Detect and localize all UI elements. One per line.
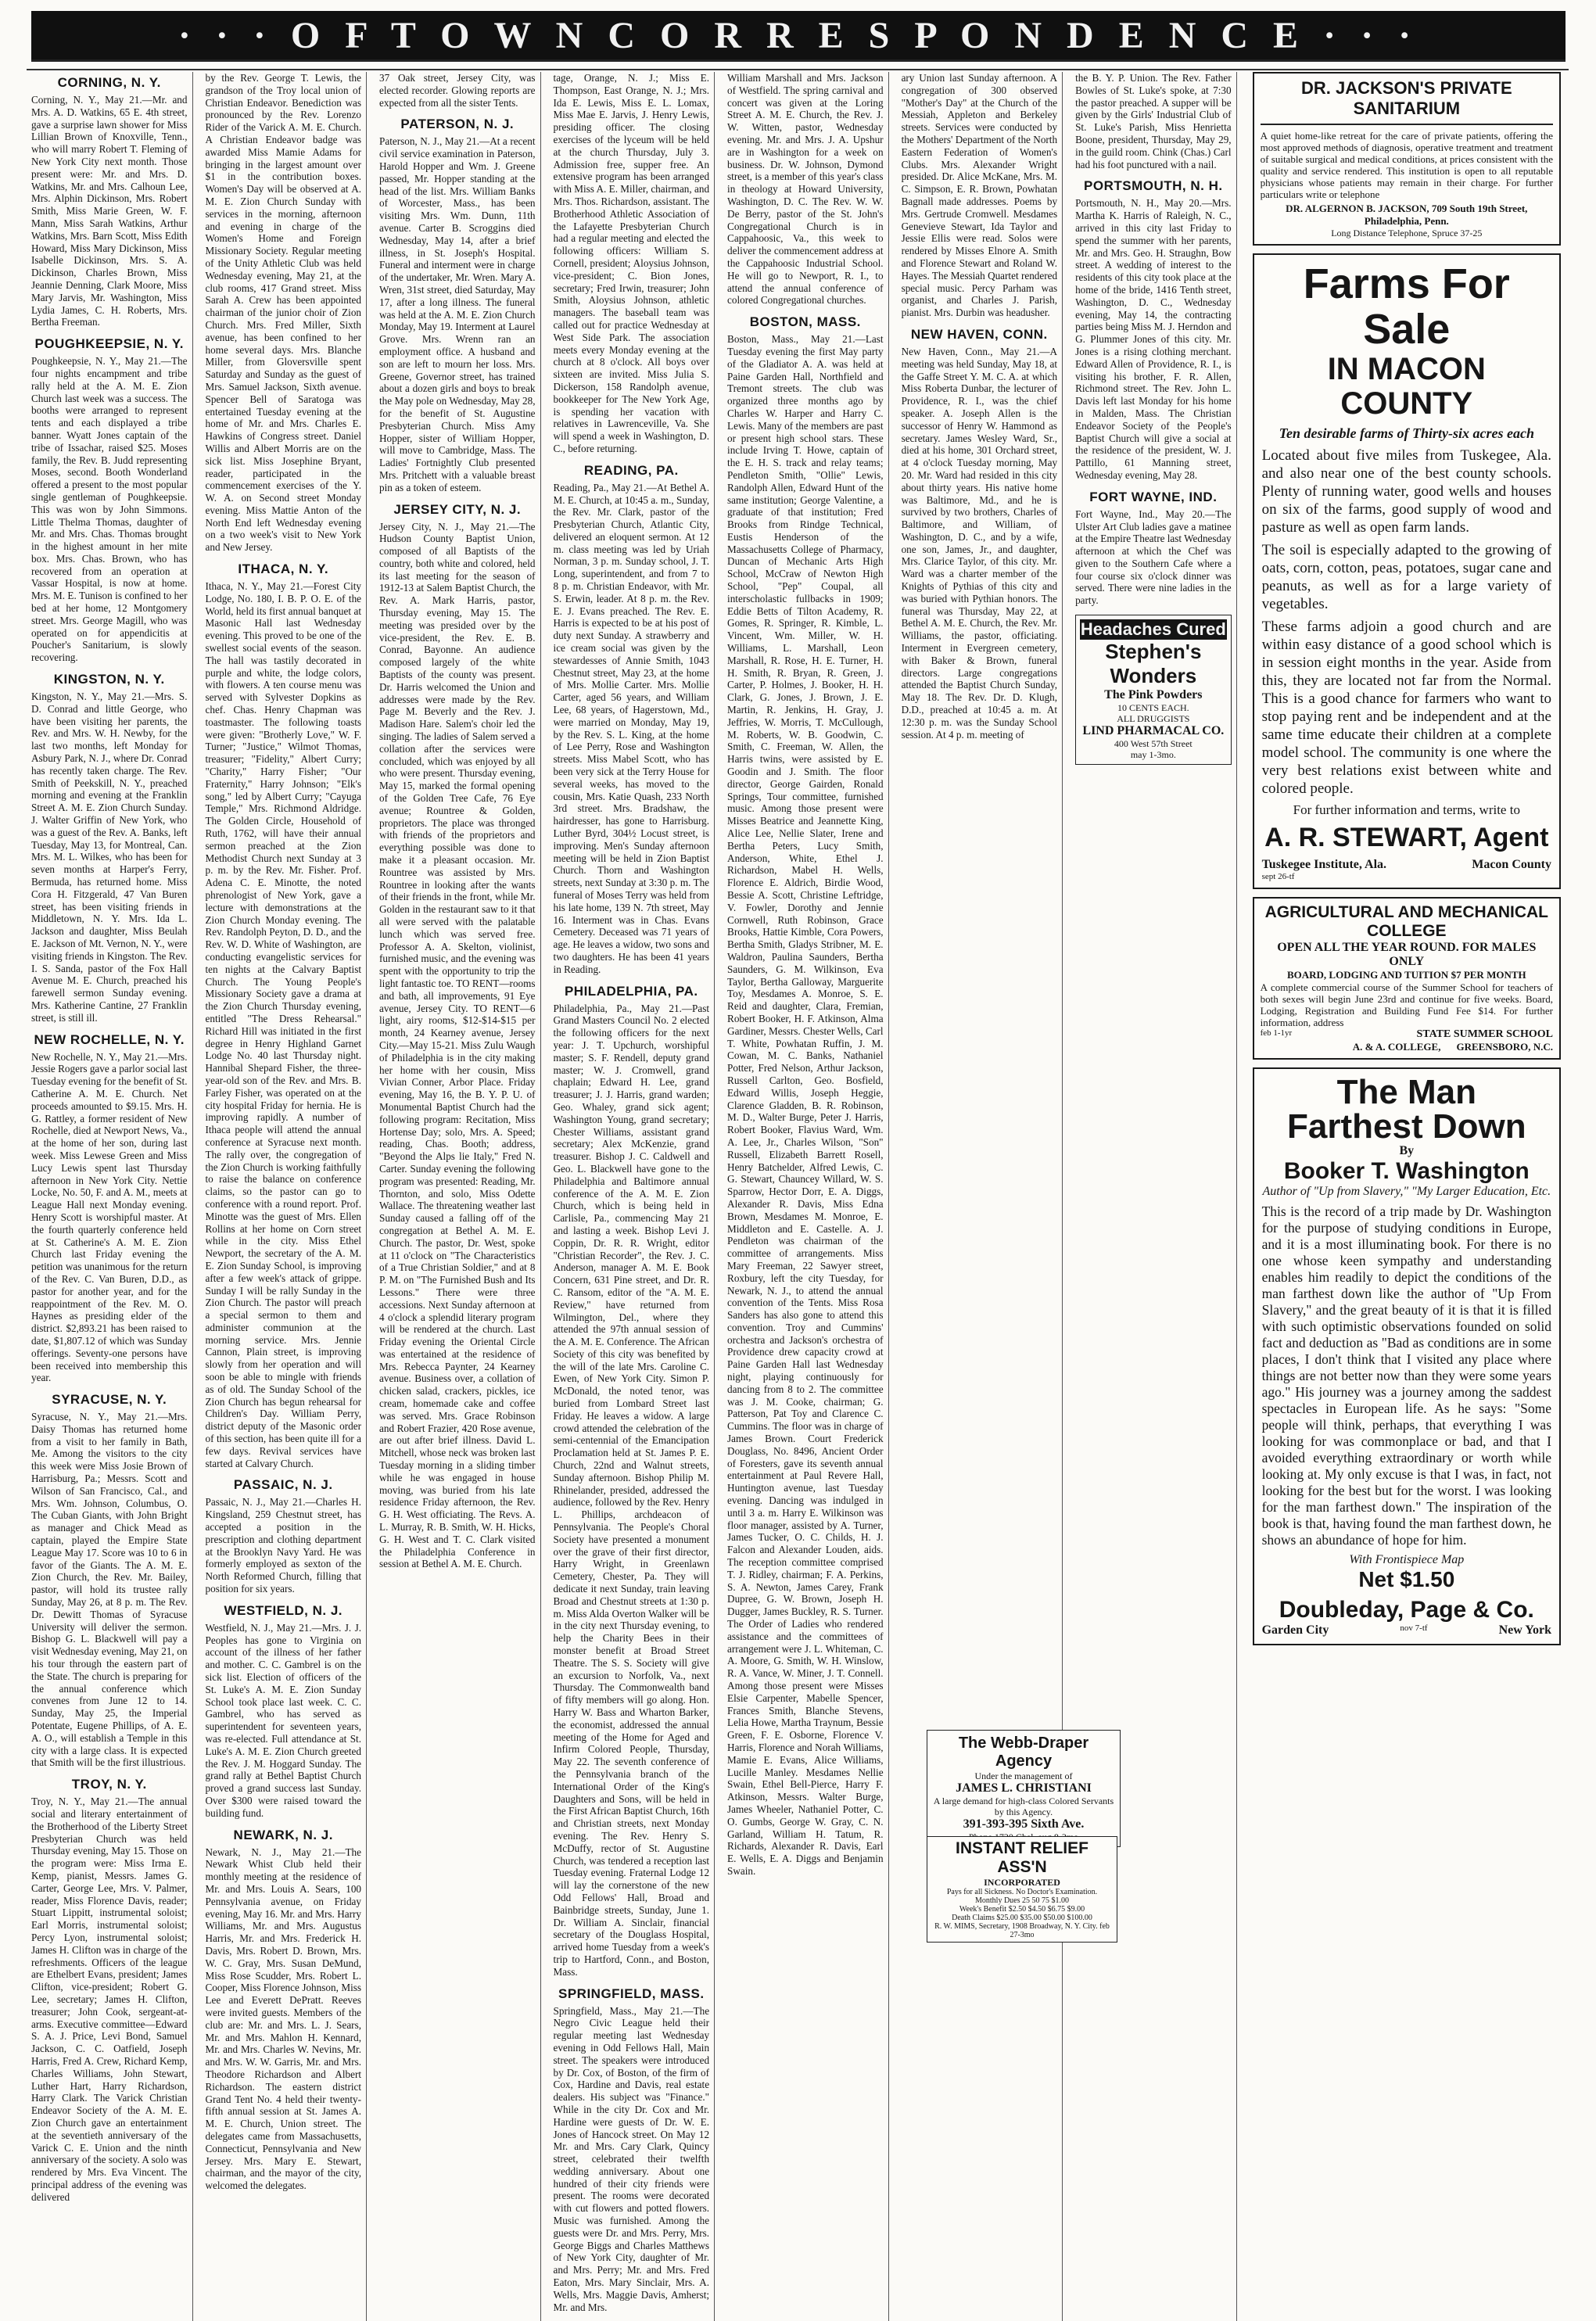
relief-line-3: Monthly Dues 25 50 75 $1.00 — [975, 1896, 1069, 1905]
farms-loc-right: Macon County — [1472, 858, 1551, 871]
article-headline: PHILADELPHIA, PA. — [564, 983, 698, 999]
farms-title: Farms For Sale — [1303, 260, 1510, 353]
webb-line-3: A large demand for high-class Colored Servants by this Agency. — [933, 1795, 1114, 1817]
relief-line-1: INCORPORATED — [984, 1877, 1060, 1888]
article — [1075, 490, 1232, 607]
article — [379, 72, 536, 109]
article-body: Fort Wayne, Ind., May 20.—The Ulster Art Club ladies gave a matinee at the Empire Theatre last Wednesday afternoon at which the Chef was given to the Southern Cafe where a four course six o'clock dinner was served. There were nine ladies in the party. — [1075, 508, 1232, 607]
book-title-1: The Man — [1336, 1073, 1477, 1111]
headache-ad-line8: may 1-3mo. — [1130, 749, 1176, 761]
book-pub-right: New York — [1498, 1623, 1551, 1637]
college-footer-2 — [1261, 1041, 1553, 1053]
instant-relief-ad — [927, 1836, 1117, 1943]
article-body: Boston, Mass., May 21.—Last Tuesday evening the first May party of the Gladiator A. A. was held at Paine Garden Hall, Northfield and Tremont streets. The club was organized three months ago by Charles W. Harper and Harry C. Lewis. Many of the members are past or present high school stars. These include Irving T. Howe, captain of the E. H. S. track and relay teams; Pendleton Smith, "Ollie" Lewis, Randolph Allen, Edward Hunt of the same institution; George Valentine, a graduate of that institution; Fred Brooks from Rindge Technical, Eustis Henderson of the Massachusetts College of Pharmacy, Duncan of Mechanic Arts High School, McCraw of Newton High School, "Pep" Coupal, all interscholastic fullbacks in 1909; Eddie Betts of Tilton Academy, R. Gomes, R. Springer, R. Kimble, L. Vincent, Wm. Miller, W. H. Williams, L. Marshall, Leon Marshall, R. Rose, H. E. Turner, H. H. Smith, R. Bryan, R. Green, J. Carter, P. Holmes, J. Booker, H. H. Clark, G. Jones, J. Brown, J. E. Martin, R. Jenkins, H. Gray, J. Jeffries, W. Morris, T. McCullough, M. Roberts, W. B. Goodwin, C. Smith, C. Freeman, W. Allen, the Harris twins, were assisted by E. Goodin and J. Smith. The floor director, George Gairden, Ronald Springs, Tour committee, furnished music. Among those present were Misses Beatrice and Jeannette King, Alice Lee, Nellie Slater, Irene and Bertha Peters, Lucy Smith, Anderson, White, Ethel J. Richardson, Mabel H. Wells, Florence E. Aldrich, Birdie Wood, Bessie A. Scott, Christine Leftridge, V. Fowler, Dorothy and Jennie Cornwell, Ruth Robinson, Grace Brooks, Hattie Kimble, Cora Powers, Bertha Smith, Gladys Stribner, M. E. Waldron, Paulina Saunders, Bertha Saunders, G. M. Wilkinson, Eva Taylor, Bertha Galloway, Marguerite Toy, Mesdames A. Monroe, S. E. Reid and daughter, Clara, Fremian, Robert Booker, H. F. Atkinson, Alma Gardiner, Messrs. Chester Wells, Carl T. White, Powhatan Ruffin, J. M. Cowan, M. C. Banks, Nathaniel Potter, Fred Nelson, Arthur Jackson, Russell Carlton, Geo. Bosfield, Edward Willis, Joseph Heggie, Clarence Gladden, B. R. Robinson, M. D., Walter Burge, Peter J. Harris, Robert Booker, Flavius Ward, Wm. A. Lee, Jr., Charles Wilson, "Son" Russell, Elizabeth Barrett Rosell, Henry Batchelder, Alfred Lewis, C. G. Stewart, Chauncey Willard, W. S. Sparrow, Hector Dorr, E. A. Diggs, Alexander R. Davis, Miss Edna Brown, Mesdames M. Monroe, E. Middleton and E. Castelle. A. J. Pendleton was chairman of the committee of arrangements. Miss Mary Freeman, 22 Sawyer street, Roxbury, left the city Tuesday, for Newark, N. J., to attend the annual convention of the Tents. Miss Rosa Sanders has also gone to attend this convention. Troy and Cummins' orchestra and Jackson's orchestra of Providence drew capacity crowd at Paine Garden Hall last Wednesday night, playing continuously for dancing from 8 to 2. The committee was J. M. Cooke, chairman; G. Patterson, Pat Toy and Clarence C. Cummins. The floor was in charge of James Brown. Court Frederick Douglass, No. 8496, Ancient Order of Foresters, gave its seventh annual entertainment at Paul Revere Hall, Huntington avenue, last Tuesday evening. Dancing was indulged in until 3 a. m. Harry E. Wilkinson was floor manager, assisted by A. Turner, James Tucker, O. C. Childs, H. J. Falcon and Alexander Louden, aids. The reception committee comprised T. J. Ridley, chairman; F. A. Perkins, S. A. Newton, James Carey, Frank Dupree, G. W. Brown, Joseph H. Dugger, James Buckley, R. S. Turner. The Order of Ladies who rendered assistance and the committees of arrangement were J. L. Whiteman, C. A. Moore, G. Smith, W. H. Winslow, R. A. Vance, W. Miner, J. T. Connell. Among those present were Misses Elsie Carpenter, Mabelle Spencer, Frances Smith, Blanche Stevens, Lelia Howe, Martha Traynum, Bessie Green, F. E. Osborne, Florence V. Harris, Florence and Norah Williams, Mamie E. Evans, Alice Williams, Lucille Manley. Mesdames Nellie Swain, Ethel Bell-Pierce, Harry F. Atkinson, Messrs. Walter Burge, James Wheeler, Nathaniel Potter, C. O. Gumbs, George W. Gray, C. N. Garland, William H. Tatum, R. Richards, Alexander R. Davis, Earl E. Wells, E. A. Diggs and Benjamin Swain. — [727, 333, 884, 1877]
article-body: Paterson, N. J., May 21.—At a recent civil service examination in Paterson, Harold Hopper and Wm. J. Greene passed, Mr. Hopper standing at the head of the list. Mrs. William Banks of Worcester, Mass., has been visiting Mrs. Wm. Dunn, 11th avenue. Carter B. Scroggins died Wednesday, May 14, after a brief illness, in St. Joseph's Hospital. Funeral and interment were in charge of the undertaker, Mr. Wren. Mary A. Wren, 31st street, died Saturday, May 17, after a long illness. The funeral was held at the A. M. E. Zion Church Monday, May 19. Interment at Laurel Grove. Mrs. Wrenn ran an employment office. A husband and son are left to mourn her loss. Mrs. Greene, Governor street, has trained about a dozen girls and boys to break the May pole on Wednesday, May 28, for the benefit of St. Augustine Presbyterian Church. Miss Amy Hopper, sister of William Hopper, will move to Cambridge, Mass. The Ladies' Fortnightly Club presented Mrs. Pritchett with a valuable breast pin as a token of esteem. — [379, 135, 536, 493]
article — [206, 1603, 362, 1820]
article-body: the B. Y. P. Union. The Rev. Father Bowles of St. Luke's spoke, at 7:30 the pastor preached. A supper will be given by the Girls' Industrial Club of St. Luke's Parish, Miss Henrietta Boone, president, Thursday, May 29, in the guild room. Chink (Chas.) Carl had his foot punctured with a nail. — [1075, 72, 1232, 170]
article-headline: JERSEY CITY, N. J. — [393, 501, 522, 517]
article — [31, 1777, 188, 2203]
article-body: New Haven, Conn., May 21.—A meeting was held Sunday, May 18, at the Gaffe Street Y. M. C. A. at which Miss Roberta Dunbar, the lecturer of Providence, R. I., was the chief speaker. A. Joseph Allen is the successor of Henry W. Hammond as secretary. James Wesley Ward, Sr., died at his home, 301 Orchard street, at 4 o'clock Tuesday morning, May 20. Mr. Ward had resided in this city about thirty years. His native home was Baltimore, Md., and he is survived by two brothers, Charles of Baltimore, and William, of Washington, D. C., and by a wife, one son, James, Jr., and daughter, Mrs. Clarice Taylor, of this city. Mr. Ward was a charter member of the Knights of Pythias of this city and was buried with Pythian honors. The funeral was Thursday, May 22, at Bethel A. M. E. Church, the Rev. Mr. Williams, the pastor, officiating. Interment in Evergreen cemetery, with Baker & Brown, funeral directors. Large congregations attended the Baptist Church Sunday, May 18. The Rev. Dr. D. Klugh, D.D., preached at 10:45 a. m. At 12:30 p. m. was the Sunday School session. At 4 p. m. meeting of — [901, 345, 1058, 741]
article-body: Corning, N. Y., May 21.—Mr. and Mrs. A. D. Watkins, 65 E. 4th street, gave a surprise lawn shower for Miss Lillian Brown of Knoxville, Tenn., who will marry Robert T. Fleming of New York City next month. Those present were: Mr. and Mrs. D. Watkins, Mr. and Mrs. Calhoun Lee, Mrs. Alphin Dickinson, Mrs. Robert Smith, Miss Marie Green, W. F. Mann, Miss Sarah Watkins, Arthur Watkins, Mrs. Barn Scott, Miss Edith Howard, Miss Mary Dickinson, Miss Isabelle Dickinson, Mrs. S. A. Dickinson, Charles Brown, Miss Jeannie Denning, Clark Moore, Miss Mary Jarvis, Mr. Washington, Miss Lydia James, C. H. Roberts, Mrs. Bertha Freeman. — [31, 94, 188, 328]
article-headline: WESTFIELD, N. J. — [224, 1602, 343, 1618]
farms-subtitle: Ten desirable farms of Thirty-six acres each — [1279, 425, 1534, 441]
relief-line-6: R. W. MIMS, Secretary, 1908 Broadway, N. Y. City. feb 27-3mo — [934, 1922, 1110, 1939]
article-headline: SPRINGFIELD, MASS. — [558, 1986, 705, 2001]
article-headline: READING, PA. — [583, 462, 679, 478]
book-map: With Frontispiece Map — [1349, 1553, 1465, 1566]
college-school: STATE SUMMER SCHOOL — [1416, 1028, 1553, 1040]
column-4 — [549, 72, 716, 2321]
farms-loc-left: Tuskegee Institute, Ala. — [1261, 858, 1387, 871]
webb-title: The Webb-Draper Agency — [958, 1734, 1089, 1770]
article-body: Portsmouth, N. H., May 20.—Mrs. Martha K. Harris of Raleigh, N. C., arrived in this city last Friday to spend the summer with her parents, Mr. and Mrs. Geo. H. Straughn, Bow street. A wedding of interest to the residents of this city took place at the home of the bride, 1416 Tenth street, Washington, D. C., Wednesday evening, May 14, the contracting parties being Miss M. J. Herndon and G. Plummer Jones of this city. Mr. Jones is a rising clothing merchant. Edward Allen of Providence, R. I., is visiting his brother, F. R. Allen, Richmond street. The Rev. John L. Davis left last Monday for his home in Malden, Mass. The Christian Endeavor Society of the People's Baptist Church will give a social at the residence of the president, W. J. Pattillo, 61 Manning street, Wednesday evening, May 28. — [1075, 197, 1232, 481]
article — [902, 72, 1058, 319]
article-headline: NEW ROCHELLE, N. Y. — [34, 1031, 185, 1047]
article-body: Newark, N. J., May 21.—The Newark Whist Club held their monthly meeting at the residence of Mr. and Mrs. Louis A. Sears, 100 Pennsylvania avenue, on Friday evening, May 16. Mr. and Mrs. Harry Williams, Mr. and Mrs. Augustus Harris, Mr. and Mrs. Frederick H. Davis, Mrs. Robert D. Brown, Mrs. W. C. Gray, Mrs. Susan DeMund, Miss Rose Scudder, Mrs. Robert L. Cooper, Miss Florence Johnson, Miss Lee and Everett DePratt. Reeves were invited guests. Members of the club are: Mr. and Mrs. L. J. Sears, Mr. and Mrs. Mahlon H. Kennard, Mr. and Mrs. Charles W. Nevins, Mr. and Mrs. W. W. Garris, Mr. and Mrs. Theodore Richardson and Albert Richardson. The eastern district Grand Tent No. 4 held their twenty-fifth annual session at St. James A. M. E. Church, Union street. The delegates came from Massachusetts, Connecticut, Pennsylvania and New Jersey. Mrs. Mary E. Stewart, chairman, and the mayor of the city, welcomed the delegates. — [205, 1846, 362, 2192]
article-body: ary Union last Sunday afternoon. A congregation of 300 observed "Mother's Day" at the Church of the Messiah, Appleton and Berkeley streets. Services were conducted by the Mothers' Department of the North Eastern Federation of Women's Clubs. Mrs. Alexander Wright presided. Dr. Alice McKane, Mrs. M. C. Simpson, E. R. Brown, Powhatan Bagnall made addresses. Poems by Mrs. Gertrude Cromwell. Mesdames Genevieve Stewart, Ida Taylor and Jessie Ellis were read. Solos were rendered by Misses Elnore A. Smith and Florence Stewart and Roland W. Hayes. The Messiah Quartet rendered special music. Percy Parham was organist, and Charles J. Parish, pianist. Mrs. Durbin was headusher. — [901, 72, 1058, 319]
article-headline: CORNING, N. Y. — [57, 75, 161, 90]
relief-line-2: Pays for all Sickness. No Doctor's Examination. — [946, 1888, 1098, 1896]
article-body: Springfield, Mass., May 21.—The Negro Civic League held their regular meeting last Wednesday evening in Odd Fellows Hall, Main street. The speakers were introduced by Dr. Cox, of Boston, of the firm of Cox, Hardine and Davis, real estate dealers. His subject was "Finance." While in the city Dr. Cox and Mr. Hardine were guests of Dr. W. E. Jones of Hancock street. On May 12 Mr. and Mrs. Cary Clark, Quincy street, celebrated their twelfth wedding anniversary. About one hundred of their city friends were present. The rooms were decorated with cut flowers and potted flowers. Music was furnished. Among the guests were Dr. and Mrs. Perry, Mrs. George Biggs and Charles Matthews of New York City, daughter of Mr. and Mrs. Perry; Mr. and Mrs. Fred Eaton, Mrs. Mary Sinclair, Mrs. A. Wells, Mrs. Maggie Davis, Amherst; Mr. and Mrs. — [553, 2004, 710, 2313]
book-price: Net $1.50 — [1358, 1567, 1455, 1591]
relief-title: INSTANT RELIEF ASS'N — [956, 1839, 1089, 1876]
farms-location-row — [1262, 858, 1551, 872]
sanitarium-body: A quiet home-like retreat for the care of private patients, offering the most approved methods of diagnosis, operative treatment and treatment of suitable surgical and medical conditions, at prices consistent with the quality and service rendered. This institution is open to all reputable physicians whose patients may remain in their charge. For further particulars write or telephone — [1260, 130, 1553, 200]
article-body: 37 Oak street, Jersey City, was elected recorder. Glowing reports are expected from all the sister Tents. — [379, 72, 536, 109]
article-headline: KINGSTON, N. Y. — [53, 672, 165, 687]
article-headline: PATERSON, N. J. — [400, 117, 515, 132]
webb-line-4: 391-393-395 Sixth Ave. — [963, 1817, 1085, 1831]
article — [554, 1986, 710, 2314]
article — [206, 561, 362, 1469]
farms-ad — [1253, 253, 1561, 889]
farms-footer: For further information and terms, write to — [1293, 802, 1520, 817]
column-3 — [375, 72, 541, 2321]
article-headline: ITHACA, N. Y. — [238, 561, 329, 577]
book-title-2: Farthest Down — [1287, 1107, 1526, 1146]
article-headline: PORTSMOUTH, N. H. — [1084, 178, 1223, 194]
article — [1075, 178, 1232, 481]
article — [206, 72, 362, 554]
masthead-banner: · · · O F T O W N C O R R E S P O N D E N C E · · · — [31, 11, 1566, 62]
column-6 — [897, 72, 1063, 2321]
article-headline: POUGHKEEPSIE, N. Y. — [34, 336, 185, 352]
college-title: AGRICULTURAL AND MECHANICAL COLLEGE — [1264, 903, 1548, 940]
article — [727, 72, 884, 307]
headache-ad-line4: 10 CENTS EACH. — [1117, 702, 1189, 714]
article-body: Westfield, N. J., May 21.—Mrs. J. J. Peoples has gone to Virginia on account of the illness of her father and mother. C. C. Gambrel is on the sick list. Election of officers of the St. Luke's A. M. E. Zion Sunday School took place last week. C. C. Gambrel, who has served as superintendent for seventeen years, was re-elected. Full attendance at St. Luke's A. M. E. Zion Church greeted the Rev. J. M. Hoggard Sunday. The grand rally at Bethel Baptist Church proved a grand success last Sunday. Over $300 were raised toward the building fund. — [205, 1621, 362, 1819]
webb-line-2: JAMES L. CHRISTIANI — [956, 1781, 1092, 1795]
article-body: by the Rev. George T. Lewis, the grandson of the Troy local union of Christian Endeavor. Benediction was pronounced by the Rev. Lorenzo Rider of the Varick A. M. E. Church. A Christian Endeavor badge was awarded Miss Mamie Adams for bringing in the largest amount over $1 in the contribution boxes. Women's Day will be observed at A. M. E. Zion Church Sunday with services in the morning, afternoon and evening in charge of the Women's Home and Foreign Missionary Society. Regular meeting of the Unity Athletic Club was held Wednesday evening, May 21, at the club rooms, 417 Grand street. Miss Sarah A. Crew has been appointed chairman of the junior choir of Zion Church. Mrs. Fred Miller, Sixth avenue, has been confined to her home several days. Mrs. Blanche Miller, from Gloversville spent Saturday and Sunday as the guest of Mrs. Samuel Jackson, Sixth avenue. Spencer Bell of Saratoga was entertained Tuesday evening at the home of Mr. and Mrs. Charles E. Hawkins of Congress street. Daniel Willis and Albert Morris are on the sick list. Miss Josephine Bryant, reader, participated in the commencement exercises of the Y. W. A. on Second street Monday evening. Miss Mattie Anton of the North End left Wednesday evening on a two week's visit to New York and New Jersey. — [205, 72, 362, 554]
column-1 — [27, 72, 193, 2321]
article — [902, 327, 1058, 741]
column-2 — [201, 72, 368, 2321]
sanitarium-ad — [1253, 72, 1561, 246]
webb-draper-ad — [927, 1730, 1121, 1847]
article-body: Jersey City, N. J., May 21.—The Hudson County Baptist Union, composed of all Baptists of the country, both white and colored, held its last meeting for the season of 1912-13 at Salem Baptist Church, the Rev. A. Mark Harris, pastor, Thursday evening, May 15. The meeting was presided over by the vice-president, the Rev. E. B. Conrad, Bayonne. An audience composed largely of the white Baptists of the county was present. Dr. Harris welcomed the Union and addresses were made by the Rev. Page M. Beverly and the Rev. J. Madison Hare. Salem's choir led the singing. The ladies of Salem served a collation after the services were concluded, which was enjoyed by all who were present. Thursday evening, May 15, marked the formal opening of the Golden Tree Cafe, 76 Eye avenue; Rountree & Golden, proprietors. The place was thronged with friends of the proprietors and everything possible was done to make it a pleasant occasion. Mr. Rountree was assisted by Mrs. Rountree in looking after the wants of their friends in the front, while Mr. Golden in the restaurant saw to it that all were served with the palatable lunch which was served free. Professor A. A. Skelton, violinist, furnished music, and the evening was spent with the opportunity to trip the light fantastic toe. TO RENT—rooms and bath, all improvements, 91 Eye avenue, Jersey City. TO RENT—6 light, airy rooms, $12-$14-$15 per month, 24 Kearney avenue, Jersey City.—May 15-21. Miss Zulu Waugh of Philadelphia is in the city making her home with her cousin, Miss Vivian Conner, Arbor Place. Friday evening, May 16, the B. Y. P. U. of Monumental Baptist Church had the following program: Recitation, Miss Hortense Day; solo, Mrs. A. Speed; reading, Chas. Booth; address, "Beyond the Alps lie Italy," Fred N. Carter. Sunday evening the following program was presented: Reading, Mr. Thornton, and solo, Miss Odette Wallace. The threatening weather last Sunday caused a falling off of the congregation at Bethel A. M. E. Church. The pastor, Dr. West, spoke at 11 o'clock on "The Characteristics of a True Christian Soldier," and at 8 P. M. on "The Furnished Bush and Its Lessons." There were three accessions. Next Sunday afternoon at 4 o'clock a splendid literary program will be rendered at the church. Last Friday evening the Oriental Circle was entertained at the residence of Mrs. Rebecca Paynter, 24 Kearney avenue. Business over, a collation of chicken salad, crackers, pickles, ice cream, homemade cake and coffee was served. Mrs. Grace Robinson and Robert Frazier, 420 Rose avenue, are out after brief illness. David L. Mitchell, whose neck was broken last Tuesday morning in a sliding timber while he was engaged in house moving, was buried from his late residence Friday afternoon, the Rev. G. H. West officiating. The Revs. A. L. Murray, R. B. Smith, W. H. Hicks, G. H. West and T. C. Clark visited the Philadelphia Conference in session at Bethel A. M. E. Church. — [379, 520, 536, 1570]
article-body: Ithaca, N. Y., May 21.—Forest City Lodge, No. 180, I. B. P. O. E. of the World, held its first annual banquet at Masonic Hall last Wednesday evening. This proved to be one of the swellest social events of the season. The hall was tastily decorated in purple and white, the lodge colors, with flowers. A ten course menu was served with Sylvester Dopkins as chef. Chas. Henry Chapman was toastmaster. The following toasts were given: "Brotherly Love," W. F. Turner; "Justice," Wilmot Thomas, treasurer; "Fidelity," Albert Curry; "Charity," Harry Fisher; "Our Fraternity," Harry Johnson; "Elk's song," led by Albert Curry; "Cayuga Temple," Mrs. Richmond Aldridge. The Golden Circle, Household of Ruth, 1762, will have their annual sermon preached at the Zion Methodist Church next Sunday at 3 p. m. by the Rev. Mr. Fisher. Prof. Adena C. E. Minotte, the noted phrenologist of New York, gave a lecture with demonstrations at the Zion Church Monday evening. The Rev. Randolph Peyton, D. D., and the Rev. W. D. White of Washington, are conducting evangelistic services for ten nights at the Calvary Baptist Church. The Young People's Missionary Society gave a drama at the Zion Church Thursday evening, entitled "The Dress Rehearsal." Richard Hill was initiated in the first degree in Henry Highland Garnet Lodge No. 40 last Thursday night. Hannibal Shepard Fisher, the three-year-old son of the Rev. and Mrs. B. Farley Fisher, was operated on at the city hospital Friday for hernia. He is improving rapidly. A number of Ithaca people will attend the annual conference at Syracuse next month. The rally over, the congregation of the Zion Church is working faithfully to raise the balance on conference claims, so the pastor can go to conference with a round report. Prof. Minotte was the guest of Mrs. Ellen Rollins at her home on Corn street while in the city. Miss Ethel Newport, the secretary of the A. M. E. Zion Sunday School, is improving after a few week's attack of grippe. Sunday I will be rally Sunday in the Zion Church. The pastor will preach a special sermon to them and administer communion at the morning service. Mrs. Jennie Cannon, Plain street, is improving slowly from her operation and will soon be able to mingle with friends as of old. The Sunday School of the Zion Church has begun rehearsal for Children's Day. William Perry, district deputy of the Masonic order of this section, has been quite ill for a few days. Revival services have started at Calvary Church. — [205, 580, 362, 1469]
article-headline: NEWARK, N. J. — [233, 1827, 333, 1842]
college-line-2: BOARD, LODGING AND TUITION $7 PER MONTH — [1286, 969, 1526, 981]
headache-ad-line5: ALL DRUGGISTS — [1117, 713, 1190, 725]
college-city: GREENSBORO, N.C. — [1456, 1041, 1553, 1053]
article — [206, 1477, 362, 1595]
college-line-1: OPEN ALL THE YEAR ROUND. FOR MALES ONLY — [1277, 941, 1537, 968]
article-headline: SYRACUSE, N. Y. — [52, 1392, 167, 1408]
article-body: Troy, N. Y., May 21.—The annual social and literary entertainment of the Brotherhood of the Liberty Street Presbyterian Church was held Thursday evening, May 15. Those on the program were: Miss Irma E. Kemp, pianist, Messrs. James G. Carter, George Lee, Mrs. V. Palmer, reader, Miss Florence Davis, reader; Stuart Lippitt, instrumental soloist; Earl Morris, instrumental soloist; Percy Lyon, instrumental soloist; James H. Clifton was in charge of the refreshments. Officers of the league are Ethelbert Evans, president; James Clifton, vice-president; Robert G. Lee, secretary; James H. Clifton, treasurer; John Cook, sergeant-at-arms. Executive committee—Edward S. A. J. Price, Levi Bond, Samuel Jackson, C. C. Oatfield, Joseph Harris, Fred A. Crew, Richard Kemp, Charles Williams, John Stewart, Luther Hart, Harry Richardson, Harry Clark. The Varick Christian Endeavor Society of the A. M. E. Zion Church gave an entertainment at the seventieth anniversary of the Varick C. E. Union and the ninth anniversary of the society. A solo was rendered by Mrs. Eva Vincent. The principal address of the evening was delivered — [31, 1795, 188, 2203]
column-ads — [1245, 72, 1569, 2321]
article — [554, 463, 710, 976]
article-body: tage, Orange, N. J.; Miss E. Thompson, East Orange, N. J.; Mrs. Ida E. Lewis, Miss E. L. Lomax, Miss Mae E. Jarvis, J. Henry Lewis, presiding officer. The closing exercises of the lyceum will be held at the church Thursday, July 3. Admission free, supper free. An extensive program has been arranged with Miss A. E. Miller, chairman, and Mrs. Thos. Richardson, assistant. The Brotherhood Athletic Association of the Lafayette Presbyterian Church had a regular meeting and elected the following officers: William S. Cornell, president; Aloysius Johnson, vice-president; C. Bion Jones, secretary; Fred Irwin, treasurer; John Smith, Aloysius Johnson, athletic managers. The baseball team was called out for practice Wednesday at West Side Park. The association meets every Monday evening at the church at 8 o'clock. All boys over sixteen are invited. Miss Julia S. Dickerson, 158 Randolph avenue, bookkeeper for The New York Age, is spending her vacation with relatives in Lawrenceville, Va. She will spend a week in Washington, D. C., before returning. — [553, 72, 710, 454]
farms-date: sept 26-tf — [1261, 872, 1295, 881]
book-ad — [1253, 1067, 1561, 1645]
headache-ad-line1: Headaches Cured — [1080, 619, 1226, 640]
article — [31, 1032, 188, 1385]
book-by: By — [1399, 1144, 1415, 1157]
column-5 — [723, 72, 889, 2321]
article-body: Poughkeepsie, N. Y., May 21.—The four nights encampment and tribe rally held at the A. M. E. Zion Church last week was a success. The booths were arranged to represent tents and each displayed a tribe banner. Wyatt Jones captain of the tribe of Issachar, raised $25. Moses family, the Rev. B. Judd representing Moses, second. Booth Wonderland offered a present to the most popular single gentleman of Poughkeepsie. This was won by John Simmons. Little Thelma Thomas, daughter of Mr. and Mrs. Chas. Thomas brought in the highest amount in her mite box. Mrs. Chas. Brown, who has recovered from an operation at Vassar Hospital, is now at home. Mrs. M. E. Tunison is confined to her bed at her home, 12 Montgomery street. Mrs. George Magill, who was operated on for appendicitis at Poucher's Sanitarium, is slowly recovering. — [31, 355, 188, 664]
college-footer — [1261, 1028, 1553, 1041]
article-body: Passaic, N. J., May 21.—Charles H. Kingsland, 259 Chestnut street, has accepted a position in the prescription and clothing department at the Brooklyn Navy Yard. He was formerly employed as sexton of the North Reformed Church, filling that position for six years. — [205, 1496, 362, 1595]
article-body: Syracuse, N. Y., May 21.—Mrs. Daisy Thomas has returned home from a visit to her family in Bath, Me. Among the visitors to the city this week were Miss Josie Brown of Harrisburg, Pa.; Messrs. Scott and Wilson of San Francisco, Cal., and Mrs. Wm. Johnson, Columbus, O. The Cuban Giants, with John Bright as manager and Chick Mead as captain, played the Empire State League May 17. Score was 10 to 6 in favor of the Giants. The A. M. E. Zion Church, the Rev. Mr. Bailey, pastor, will hold its trustee rally Sunday, May 26, at 8 p. m. The Rev. Dr. Dewitt Thomas of Syracuse University will deliver the sermon. Bishop G. L. Blackwell will pay a visit Wednesday evening, May 21, on his tour through the eastern part of the State. The church is preparing for the annual conference which convenes from June 12 to 14. Sunday, May 25, the Imperial Potentate, Eugene Phillips, of A. E. A. O., will establish a Temple in this city with a large class. It is expected that Smith will be the first illustrious. — [31, 1411, 188, 1769]
sanitarium-phone: Long Distance Telephone, Spruce 37-25 — [1331, 228, 1483, 239]
headache-ad — [1075, 615, 1232, 765]
article-body: Kingston, N. Y., May 21.—Mrs. S. D. Conrad and little George, who have been visiting her parents, the Rev. and Mrs. W. H. Newby, for the last two months, left Monday for Asbury Park, N. J., where Dr. Conrad has recently taken charge. The Rev. Smith of Peekskill, N. Y., preached morning and evening at the Franklin Street A. M. E. Zion Church Sunday. J. Walter Griffin of New York, who was a guest of the Rev. A. Banks, left Tuesday, May 13, for Montreal, Can. Mrs. M. L. Wilkes, who has been for seven months at Harper's Ferry, Bermuda, has returned home. Miss Cora H. Fitzgerald, 47 Van Buren street, has been visiting friends in Middletown, N. Y. Mrs. Ida L. Jackson and daughter, Miss Beulah E. Jackson of Mt. Vernon, N. Y., were visiting friends in Kingston. The Rev. I. S. Sanda, pastor of the Fox Hall Avenue M. E. Church, preached his farewell sermon Sunday evening. Mrs. Katherine Cantine, 27 Franklin street, is still ill. — [31, 691, 188, 1024]
book-publisher: Doubleday, Page & Co. — [1279, 1597, 1534, 1623]
college-date: feb 1-1yr — [1260, 1028, 1293, 1038]
farms-body-2: The soil is especially adapted to the growing of oats, corn, cotton, peas, potatoes, sugar cane and peanuts, as well as for a large variety of vegetables. — [1261, 542, 1551, 612]
webb-line-1: Under the management of — [974, 1770, 1073, 1781]
sanitarium-title: DR. JACKSON'S PRIVATE SANITARIUM — [1300, 78, 1512, 118]
college-name: A. & A. COLLEGE, — [1352, 1041, 1441, 1053]
college-ad — [1253, 897, 1561, 1060]
article-headline: TROY, N. Y. — [71, 1777, 147, 1792]
article-headline: PASSAIC, N. J. — [233, 1477, 333, 1493]
book-author: Booker T. Washington — [1283, 1158, 1530, 1184]
farms-body-3: These farms adjoin a good church and are within easy distance of a good school which is in session eight months in the year. Aside from this, they are located not far from the Normal. This is a good chance for farmers who want to stop paying rent and be independent and at the same time educate their children at a complete model school. The community is one where the very best relations exist between white and colored people. — [1261, 619, 1551, 797]
article-headline: FORT WAYNE, IND. — [1089, 489, 1218, 504]
article — [206, 1828, 362, 2192]
article-body: Philadelphia, Pa., May 21.—Past Grand Masters Council No. 2 elected the following officers for the next year: J. T. Upchurch, worshipful master; S. F. Rendell, deputy grand master; W. J. Cromwell, grand chaplain; Edward H. Lee, grand treasurer; J. J. Harris, grand warden; Geo. Whaley, grand sick agent; Washington Young, grand secretary; Chester Williams, assistant grand secretary; Alex McKenzie, grand treasurer. Bishop J. C. Caldwell and Geo. L. Blackwell have gone to the Philadelphia and Baltimore annual conference of the A. M. E. Zion Church, which is being held in Carlisle, Pa., commencing May 21 and lasting a week. Bishop Levi J. Coppin, Dr. R. R. Wright, editor "Christian Recorder", the Rev. J. C. Anderson, manager A. M. E. Book Concern, 631 Pine street, and Dr. R. C. Ransom, editor of the "A. M. E. Review," have returned from Wilmington, Del., where they attended the 97th annual session of the A. M. E. Conference. The African Society of this city was benefited by the will of the late Mrs. Caroline C. Ewen, of New York City. Simon P. McDonald, the noted tenor, was buried from Lombard Street last Friday. He leaves a widow. A large crowd attended the celebration of the semi-centennial of the Emancipation Proclamation held at St. James P. E. Church, 22nd and Walnut streets, Sunday afternoon. Bishop Philip M. Rhinelander, presided, addressed the audience, followed by the Rev. Henry L. Phillips, archdeacon of Pennsylvania. The People's Choral Society have presented a monument over the grave of their first director, Harry Wright, in Greenlawn Cemetery, Chester, Pa. They will dedicate it next Sunday, train leaving Broad and Chestnut streets at 1:30 p. m. Miss Alda Overton Walker will be in the city next Thursday evening, to help the Charity Bees in their monster benefit at Broad Street Theatre. The S. S. Society will give an excursion to Norfolk, Va., next Thursday. The Commonwealth band of fifty members will go along. Hon. Harry W. Bass and Wharton Barker, the economist, addressed the annual meeting of the Home for Aged and Infirm Colored People, Thursday, May 22. The seventh conference of the Pennsylvania branch of the International Order of the King's Daughters and Sons, will be held in the First African Baptist Church, 16th and Christian streets, next Monday evening. The Rev. Henry S. McDuffy, rector of St. Augustine Church, was tendered a reception last Tuesday evening. Fraternal Lodge 12 will lay the cornerstone of the new Odd Fellows' Hall, Broad and Bainbridge streets, Sunday, June 1. Dr. William A. Sinclair, financial secretary of the Douglass Hospital, arrived home Tuesday from a week's trip to Hartford, Conn., and Boston, Mass. — [553, 1002, 710, 1978]
article — [31, 1392, 188, 1769]
article — [1075, 72, 1232, 170]
article-headline: NEW HAVEN, CONN. — [910, 326, 1048, 342]
article-body: William Marshall and Mrs. Jackson of Westfield. The spring carnival and concert was given at the Loring Street A. M. E. Church, the Rev. J. W. Witten, pastor, Wednesday evening. Mr. and Mrs. J. A. Upshur are in Washington for a week on business. Dr. W. Johnson, Dymond street, is a member of this year's class in theology at Howard University, Washington, D. C. The Rev. W. W. De Berry, pastor of the St. John's Congregational Church is in Cappahoosic, Va., this week to deliver the commencement address at the Cappahoosic Industrial School. He will go to Newport, R. I., to attend the annual conference of colored Congregational churches. — [727, 72, 884, 307]
article — [379, 117, 536, 493]
divider — [1261, 124, 1553, 125]
relief-line-4: Week's Benefit $2.50 $4.50 $6.75 $9.00 — [959, 1905, 1085, 1914]
article — [31, 336, 188, 664]
headache-ad-line6: LIND PHARMACAL CO. — [1082, 724, 1225, 738]
relief-line-5: Death Claims $25.00 $35.00 $50.00 $100.00 — [952, 1914, 1092, 1922]
college-line-3: A complete commercial course of the Summer School for teachers of both sexes will begin June 23rd and continue for five weeks. Board, Lodging, Registration and Building Fund Fee $14. For further information, address — [1260, 981, 1553, 1028]
article — [727, 314, 884, 1878]
headache-ad-line2: Stephen's Wonders — [1105, 640, 1202, 688]
farms-agent: A. R. STEWART, Agent — [1264, 823, 1549, 852]
article — [31, 75, 188, 328]
book-pub-mid: nov 7-tf — [1400, 1623, 1428, 1633]
column-7 — [1071, 72, 1237, 2321]
headache-ad-line7: 400 West 57th Street — [1114, 738, 1193, 750]
book-publisher-row — [1262, 1623, 1551, 1638]
masthead-rule — [27, 69, 1569, 70]
article-body: New Rochelle, N. Y., May 21.—Mrs. Jessie Rogers gave a parlor social last Tuesday evening for the benefit of St. Catherine A. M. E. Church. Net proceeds amounted to $9.15. Mrs. H. G. Rattley, a former resident of New Rochelle, died at Newport News, Va., at the home of her son, during last week. Miss Lewese Green and Miss Lucy Lewis spent last Thursday afternoon in New York City. Nettie Locke, No. 50, F. and A. M., meets at League Hall next Monday evening. Henry Scott is worshipful master. At the fourth quarterly conference held at St. Catherine's A. M. E. Zion Church last Friday evening the petition was unanimous for the return of the Rev. C. Van Buren, D.D., as pastor for another year, and for the reappointment of the Rev. M. O. Haynes as presiding elder of the district. $2,893.21 has been raised to date, $1,807.12 of which was Sunday offerings. Seventy-one persons have been received into membership this year. — [31, 1050, 188, 1384]
article — [554, 984, 710, 1978]
book-pub-left: Garden City — [1261, 1623, 1329, 1637]
article — [31, 672, 188, 1024]
article — [554, 72, 710, 455]
article-body: Reading, Pa., May 21.—At Bethel A. M. E. Church, at 10:45 a. m., Sunday, the Rev. Mr. Clark, pastor of the Presbyterian Church, Atlantic City, delivered an eloquent sermon. At 12 m. class meeting was led by Uriah Norman, 3 p. m. Sunday school, J. T. Long, superintendent, and from 7 to 8 p. m. Christian Endeavor, with Mr. S. Erwin, leader. At 8 p. m. the Rev. E. J. Evans preached. The Rev. E. Harris is expected to be at his post of duty next Sunday. A strawberry and ice cream social was given by the stewardesses of Annie Smith, 1043 Chestnut street, May 23, at the home of Mrs. Mollie Carter. Mrs. Mollie Carter, aged 56 years, and William Lee, 68 years, of Hagerstown, Md., were married on Monday, May 19, by the Rev. S. L. King, at the home of Lee Perry, Rose and Washington streets. Miss Mabel Scott, who has been very sick at the Terry House for several weeks, has moved to the cousin, Mrs. Katie Quash, 233 North 3rd street. Mrs. Bradshaw, the hairdresser, has gone to Harrisburg. Luther Byrd, 304½ Locust street, is improving. Men's Sunday afternoon meeting will be held in Zion Baptist Church. Thorn and Washington streets, next Sunday at 3:30 p. m. The funeral of Moses Terry was held from his late home, 139 N. 7th street, May 16. Interment was in Chas. Evans Cemetery. Deceased was 71 years of age. He leaves a widow, two sons and two daughters. He has been 41 years in Reading. — [553, 481, 710, 975]
sanitarium-contact: DR. ALGERNON B. JACKSON, 709 South 19th Street, Philadelphia, Penn. — [1286, 203, 1528, 227]
farms-location: IN MACON COUNTY — [1327, 352, 1486, 421]
headache-ad-line3: The Pink Powders — [1104, 688, 1203, 702]
article-headline: BOSTON, MASS. — [749, 314, 861, 330]
farms-body-1: Located about five miles from Tuskegee, Ala. and also near one of the best county schools. Plenty of running water, good wells and houses on six of the farms, good supply of wood and pasture as well as open farm lands. — [1261, 447, 1551, 536]
book-works: Author of "Up from Slavery," "My Larger Education, Etc. — [1262, 1185, 1551, 1198]
book-body: This is the record of a trip made by Dr. Washington for the purpose of studying conditions in Europe, and it is a most illuminating book. For there is no one whose keen sympathy and understanding enables him readily to depict the conditions of the man farthest down like the author of "Up From Slavery," and the great beauty of it is that it is filled with such optimistic observations founded on solid fact and deduction as "Bad as conditions are in some places, I don't think that I visited any place where things are not better now than they were some years ago." His journey was a journey among the saddest spectacles in European life. As he says: "Some people will think, perhaps, that everything I was looking for was commonplace or bad, and that I avoided everything extraordinary or worth while looking at. My only excuse is that I was, in fact, not looking for the best but for the worst. I was looking for the man farthest down." The inspiration of the book is that, having found the man farthest down, he shows an abundance of hope for him. — [1261, 1204, 1551, 1548]
article — [379, 502, 536, 1571]
